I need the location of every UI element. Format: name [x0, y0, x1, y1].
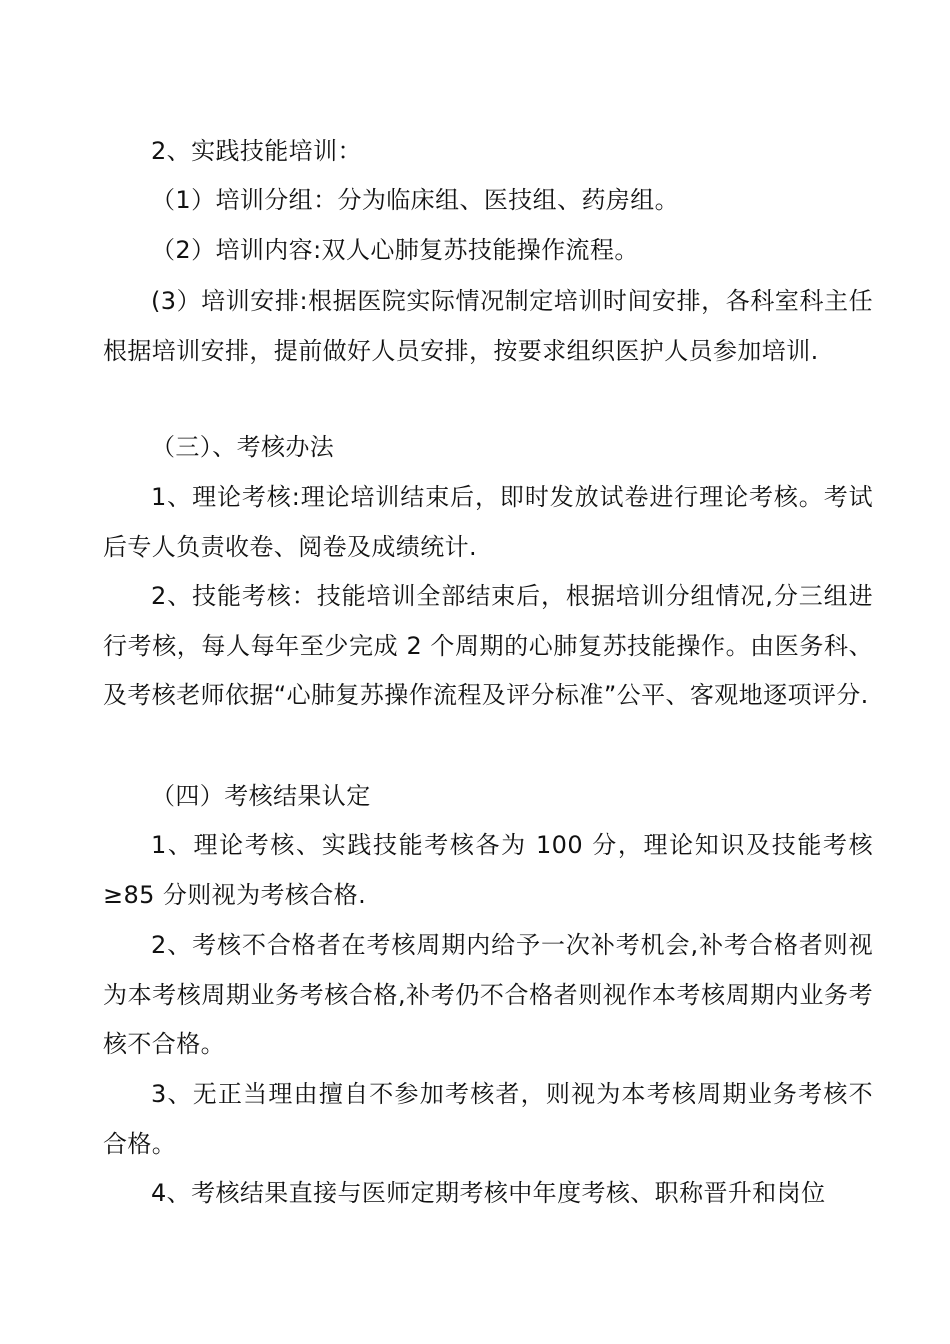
- paragraph-results-linkage: 4、考核结果直接与医师定期考核中年度考核、职称晋升和岗位: [151, 1179, 826, 1207]
- paragraph-practical-training: 2、实践技能培训：: [151, 137, 362, 165]
- paragraph-skill-assessment: 2、技能考核：技能培训全部结束后，根据培训分组情况,分三组进行考核，每人每年至少完成 2 个周期的心肺复苏技能操作。由医务科、及考核老师依据“心肺复苏操作流程及评分标准”公平、客观地逐项评分.: [103, 582, 873, 709]
- paragraph-training-arrangement: (3）培训安排:根据医院实际情况制定培训时间安排，各科室科主任根据培训安排，提前做好人员安排，按要求组织医护人员参加培训.: [103, 287, 873, 365]
- paragraph-passing-score: 1、理论考核、实践技能考核各为 100 分，理论知识及技能考核≥85 分则视为考核合格.: [103, 831, 873, 909]
- section-heading-assessment-method: （三）、考核办法: [151, 433, 335, 461]
- paragraph-training-content: （2）培训内容:双人心肺复苏技能操作流程。: [151, 236, 639, 264]
- paragraph-training-groups: （1）培训分组：分为临床组、医技组、药房组。: [151, 186, 680, 214]
- section-heading-result-determination: （四）考核结果认定: [151, 782, 371, 810]
- paragraph-makeup-exam: 2、考核不合格者在考核周期内给予一次补考机会,补考合格者则视为本考核周期业务考核合格,补考仍不合格者则视作本考核周期内业务考核不合格。: [103, 931, 873, 1058]
- paragraph-unexcused-absence: 3、无正当理由擅自不参加考核者，则视为本考核周期业务考核不合格。: [103, 1080, 873, 1158]
- paragraph-theory-assessment: 1、理论考核:理论培训结束后，即时发放试卷进行理论考核。考试后专人负责收卷、阅卷及成绩统计.: [103, 483, 873, 561]
